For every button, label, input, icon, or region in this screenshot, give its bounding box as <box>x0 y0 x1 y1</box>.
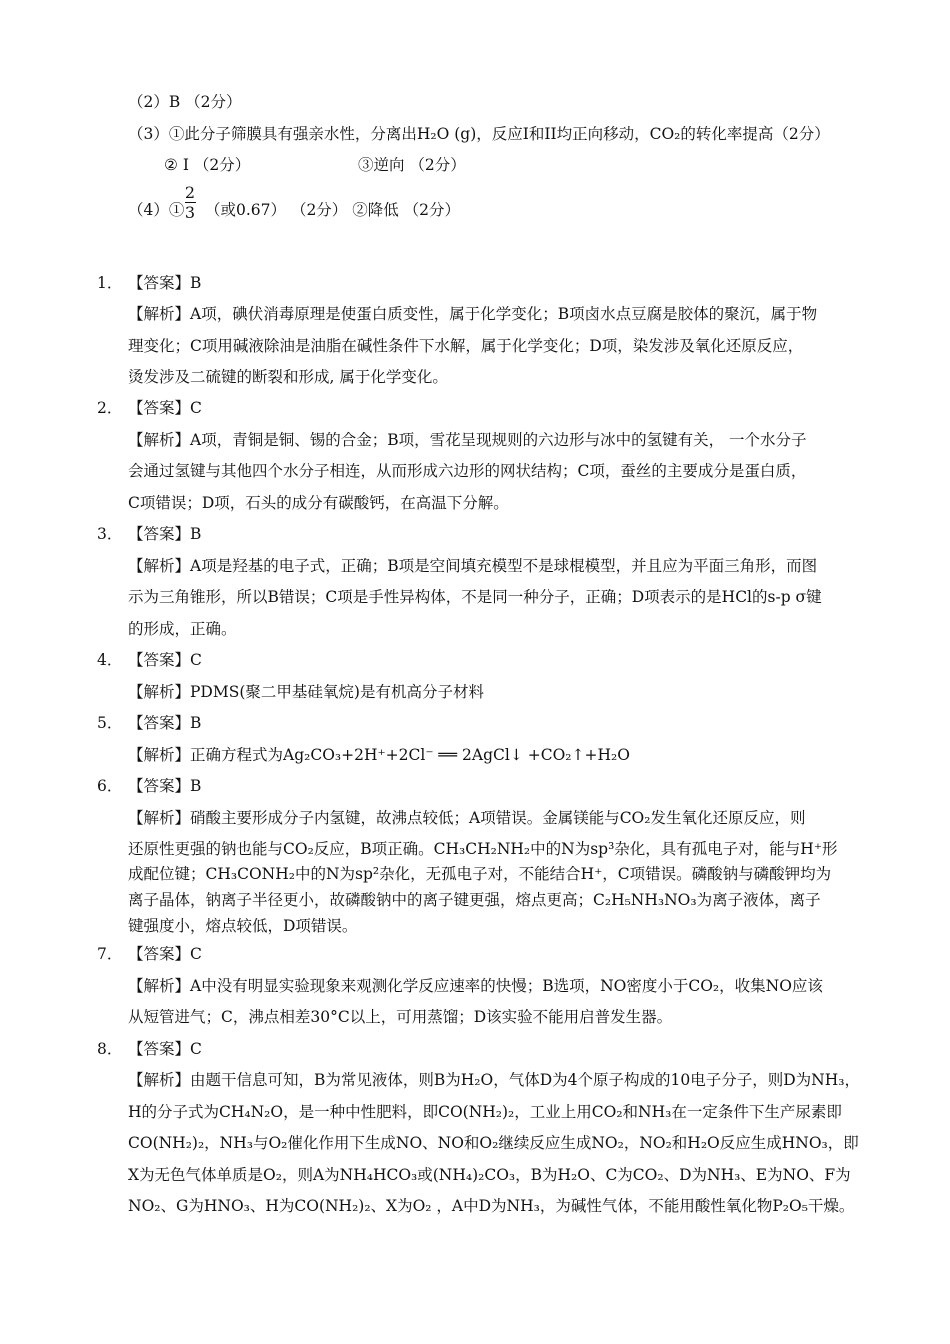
item-analysis-line: 【解析】PDMS(聚二甲基硅氧烷)是有机高分子材料 <box>128 683 484 701</box>
answer-part-3-3: ③逆向 （2分） <box>358 156 466 174</box>
item-analysis-line: NO₂、G为HNO₃、H为CO(NH₂)₂、X为O₂ ，A中D为NH₃，为碱性气体，不能用酸性氧化物P₂O₅干燥。 <box>128 1197 855 1215</box>
item-analysis-line: 【解析】正确方程式为Ag₂CO₃+2H⁺+2Cl⁻ ══ 2AgCl↓ +CO₂↑+H₂O <box>128 746 630 764</box>
item-number: 1． <box>97 274 123 292</box>
item-analysis-line: 键强度小，熔点较低，D项错误。 <box>128 917 358 935</box>
item-number: 7． <box>97 945 123 963</box>
item-analysis-line: X为无色气体单质是O₂，则A为NH₄HCO₃或(NH₄)₂CO₃，B为H₂O、C为CO₂、D为NH₃、E为NO、F为 <box>128 1166 851 1184</box>
item-analysis-line: 的形成，正确。 <box>128 620 237 638</box>
item-analysis-line: C项错误；D项，石头的成分有碳酸钙，在高温下分解。 <box>128 494 509 512</box>
item-number: 6． <box>97 777 123 795</box>
answer-part-3-2: ② I （2分） <box>164 156 251 174</box>
item-number: 8． <box>97 1040 123 1058</box>
answer-part-3-1: （3）①此分子筛膜具有强亲水性，分离出H₂O (g)，反应I和II均正向移动，CO₂的转化率提高（2分） <box>128 125 830 143</box>
item-analysis-line: 烫发涉及二硫键的断裂和形成, 属于化学变化。 <box>128 368 448 386</box>
item-answer: 【答案】B <box>128 777 202 795</box>
item-analysis-line: 【解析】A项，青铜是铜、锡的合金；B项，雪花呈现规则的六边形与冰中的氢键有关， 一个水分子 <box>128 431 807 449</box>
item-analysis-line: 【解析】A项，碘伏消毒原理是使蛋白质变性，属于化学变化；B项卤水点豆腐是胶体的聚沉，属于物 <box>128 305 818 323</box>
fraction-two-thirds <box>181 184 199 221</box>
item-analysis-line: 【解析】由题干信息可知，B为常见液体，则B为H₂O，气体D为4个原子构成的10电子分子，则D为NH₃， <box>128 1071 860 1089</box>
item-analysis-line: CO(NH₂)₂，NH₃与O₂催化作用下生成NO、NO和O₂继续反应生成NO₂，NO₂和H₂O反应生成HNO₃，即 <box>128 1134 859 1152</box>
item-analysis-line: 示为三角锥形，所以B错误；C项是手性异构体，不是同一种分子，正确；D项表示的是HCl的s-p σ键 <box>128 588 822 606</box>
item-answer: 【答案】C <box>128 651 202 669</box>
item-number: 4． <box>97 651 123 669</box>
item-answer: 【答案】C <box>128 945 202 963</box>
item-answer: 【答案】C <box>128 399 202 417</box>
fraction-denominator: 3 <box>184 203 196 222</box>
item-analysis-line: 从短管进气；C，沸点相差30°C以上，可用蒸馏；D该实验不能用启普发生器。 <box>128 1008 673 1026</box>
item-answer: 【答案】B <box>128 525 202 543</box>
item-answer: 【答案】B <box>128 714 202 732</box>
item-analysis-line: 理变化；C项用碱液除油是油脂在碱性条件下水解，属于化学变化；D项，染发涉及氧化还原反应， <box>128 337 804 355</box>
answer-part-4-rest: （或0.67） （2分） ②降低 （2分） <box>205 201 461 219</box>
answer-part-2: （2）B （2分） <box>128 93 242 111</box>
item-analysis-line: 会通过氢键与其他四个水分子相连，从而形成六边形的网状结构；C项，蚕丝的主要成分是蛋白质， <box>128 462 807 480</box>
fraction-numerator: 2 <box>184 183 196 202</box>
item-number: 5． <box>97 714 123 732</box>
item-analysis-line: 成配位键；CH₃CONH₂中的N为sp²杂化，无孤电子对，不能结合H⁺，C项错误。磷酸钠与磷酸钾均为 <box>128 865 832 883</box>
answer-part-4-label: （4）① <box>128 201 185 219</box>
item-answer: 【答案】C <box>128 1040 202 1058</box>
item-analysis-line: 【解析】A项是羟基的电子式，正确；B项是空间填充模型不是球棍模型，并且应为平面三角形，而图 <box>128 557 818 575</box>
item-analysis-line: 离子晶体，钠离子半径更小，故磷酸钠中的离子键更强，熔点更高；C₂H₅NH₃NO₃为离子液体，离子 <box>128 891 821 909</box>
item-answer: 【答案】B <box>128 274 202 292</box>
item-number: 3． <box>97 525 123 543</box>
item-number: 2． <box>97 399 123 417</box>
item-analysis-line: 还原性更强的钠也能与CO₂反应，B项正确。CH₃CH₂NH₂中的N为sp³杂化，具有孤电子对，能与H⁺形 <box>128 840 838 858</box>
item-analysis-line: 【解析】A中没有明显实验现象来观测化学反应速率的快慢；B选项，NO密度小于CO₂，收集NO应该 <box>128 977 823 995</box>
item-analysis-line: 【解析】硝酸主要形成分子内氢键，故沸点较低；A项错误。金属镁能与CO₂发生氧化还原反应，则 <box>128 809 806 827</box>
item-analysis-line: H的分子式为CH₄N₂O，是一种中性肥料，即CO(NH₂)₂，工业上用CO₂和NH₃在一定条件下生产尿素即 <box>128 1103 842 1121</box>
